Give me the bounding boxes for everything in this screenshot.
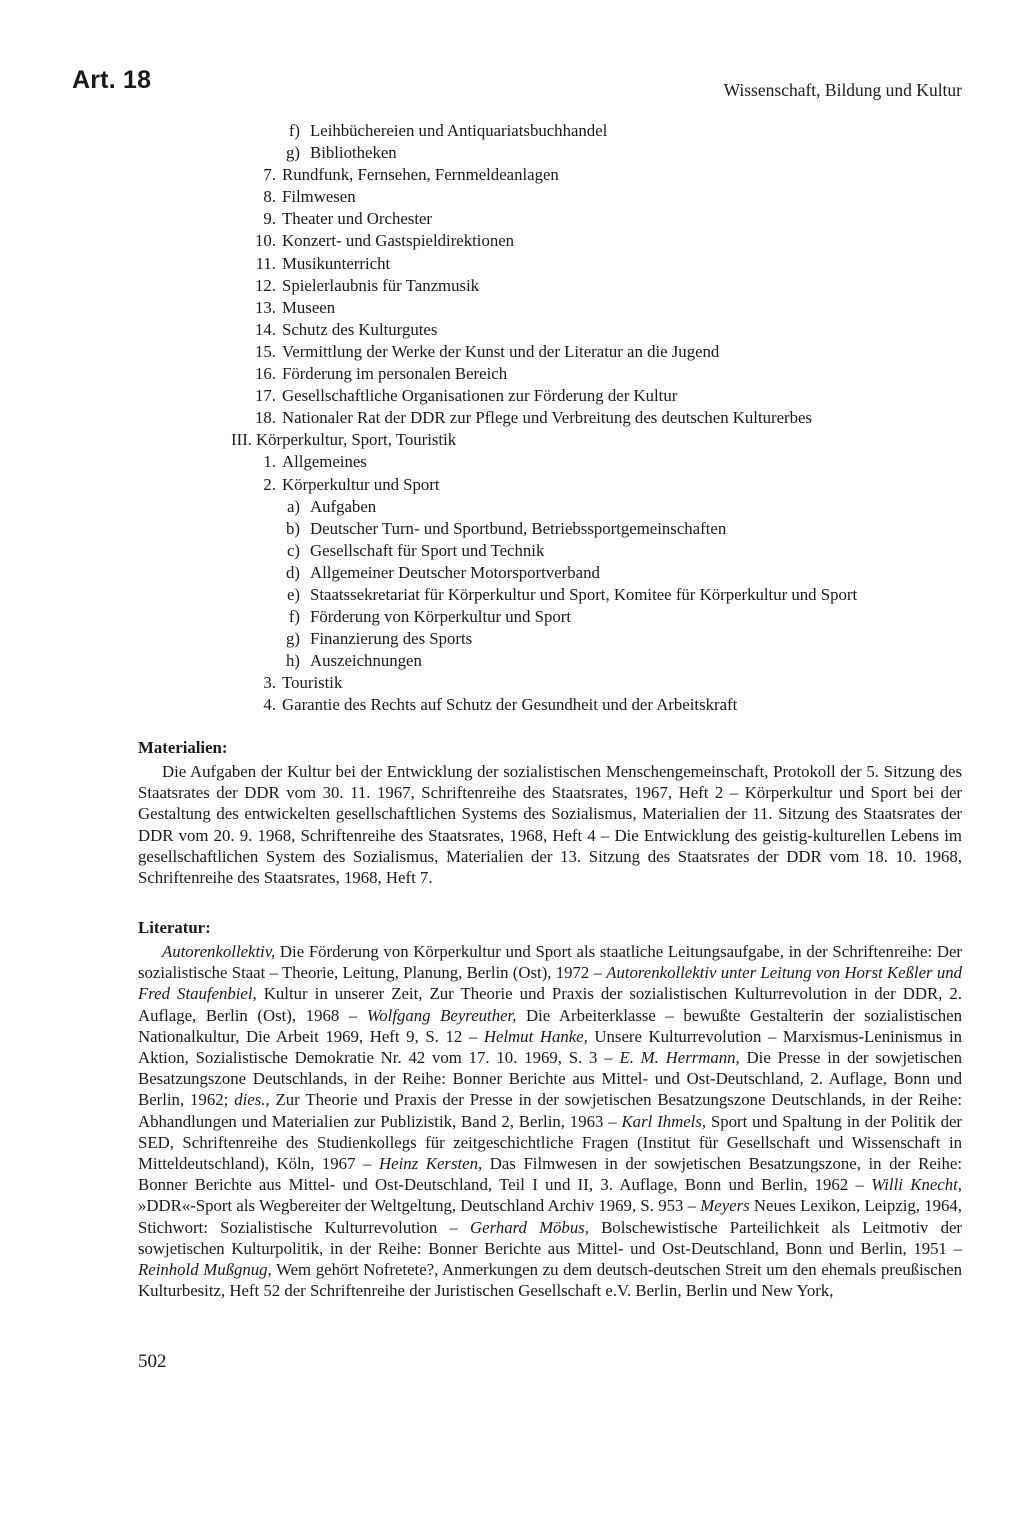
toc-text: Schutz des Kulturgutes	[282, 319, 438, 339]
toc-item	[0, 584, 1024, 606]
toc-marker: 3.	[263, 673, 276, 693]
toc-text: Allgemeines	[282, 452, 367, 472]
literatur-author: dies.,	[234, 1090, 270, 1110]
toc-item	[0, 496, 1024, 518]
toc-item	[0, 451, 1024, 473]
toc-item	[0, 429, 1024, 451]
toc-item	[0, 562, 1024, 584]
literatur-author: Heinz Kersten,	[379, 1154, 483, 1174]
literatur-author: Karl Ihmels,	[621, 1111, 707, 1131]
toc-item	[0, 164, 1024, 186]
toc-text: Finanzierung des Sports	[310, 629, 473, 649]
literatur-author: Helmut Hanke,	[483, 1026, 588, 1046]
toc-item	[0, 628, 1024, 650]
toc-marker: 12.	[255, 275, 276, 295]
toc-marker: 13.	[255, 297, 276, 317]
toc-item	[0, 672, 1024, 694]
toc-marker: 11.	[255, 253, 276, 273]
materialien-heading: Materialien:	[138, 738, 228, 757]
toc-text: Allgemeiner Deutscher Motorsportverband	[310, 562, 600, 582]
toc-marker: 10.	[255, 231, 276, 251]
toc-text: Auszeichnungen	[310, 651, 422, 671]
toc-item	[0, 385, 1024, 407]
toc-marker: 18.	[255, 408, 276, 428]
literatur-author: Wolfgang Beyreuther,	[366, 1005, 517, 1025]
toc-item	[0, 363, 1024, 385]
literatur-author: Autorenkollektiv unter Leitung von Horst Keßler und Fred Staufenbiel,	[138, 963, 962, 1004]
literatur-segment: Unsere Kulturrevolution – Marxismus-Leninismus in Aktion, Sozialistische Demokratie Nr. 42 vom 17. 10. 1969, S. 3 –	[138, 1026, 962, 1068]
toc-item	[0, 606, 1024, 628]
toc-text: Museen	[282, 297, 336, 317]
literatur-segment: »DDR«-Sport als Wegbereiter der Weltgeltung, Deutschland Archiv 1969, S. 953 –	[138, 1196, 701, 1216]
toc-item	[0, 186, 1024, 208]
literatur-segment: Das Filmwesen in der sowjetischen Besatzungszone, in der Reihe: Bonner Berichte aus Mittel- und Ost-Deutschland, Teil I und II, 3. Auflage, Bonn und Berlin, 1962 –	[138, 1154, 962, 1195]
toc-text: Spielerlaubnis für Tanzmusik	[282, 275, 480, 295]
toc-marker: 7.	[263, 165, 276, 185]
literatur-segment: Kultur in unserer Zeit, Zur Theorie und Praxis der sozialistischen Kulturrevolution in der DDR, 2. Auflage, Berlin (Ost), 1968 –	[138, 984, 962, 1025]
toc-item	[0, 650, 1024, 672]
toc-text: Nationaler Rat der DDR zur Pflege und Verbreitung des deutschen Kulturerbes	[282, 408, 813, 428]
toc-text: Förderung im personalen Bereich	[282, 364, 508, 384]
toc-marker: f)	[288, 607, 300, 627]
toc-marker: b)	[286, 518, 300, 538]
page-number: 502	[138, 1351, 167, 1372]
toc-text: Gesellschaftliche Organisationen zur Förderung der Kultur	[282, 386, 678, 406]
toc-item	[0, 275, 1024, 297]
toc-item	[0, 540, 1024, 562]
toc-marker: h)	[286, 651, 300, 671]
toc-marker: 14.	[255, 319, 276, 339]
literatur-author: Autorenkollektiv,	[162, 942, 276, 961]
toc-item	[0, 407, 1024, 429]
toc-item	[0, 142, 1024, 164]
literatur-author: E. M. Herrmann,	[619, 1048, 740, 1068]
toc-marker: a)	[286, 496, 300, 516]
literatur-author: Willi Knecht,	[871, 1175, 962, 1195]
toc-text: Touristik	[282, 673, 343, 693]
toc-marker: 4.	[263, 695, 276, 715]
toc-item	[0, 297, 1024, 319]
toc-text: Bibliotheken	[310, 143, 397, 163]
literatur-heading: Literatur:	[138, 918, 211, 937]
literatur-segment: Wem gehört Nofretete?, Anmerkungen zu dem deutsch-deutschen Streit um den ehemals preußischen Kulturbesitz, Heft 52 der Schriftenreihe der Juristischen Gesellschaft e.V. Berlin, Berlin und New York,	[138, 1260, 962, 1301]
toc-text: Rundfunk, Fernsehen, Fernmeldeanlagen	[282, 165, 559, 185]
toc-item	[0, 319, 1024, 341]
toc-text: Aufgaben	[310, 496, 377, 516]
toc-text: Filmwesen	[282, 187, 356, 207]
literatur-segment: Bolschewistische Parteilichkeit als Leitmotiv der sowjetischen Kulturpolitik, in der Reihe: Bonner Berichte aus Mittel- und Ost-Deutschland, Bonn und Berlin, 1951 –	[138, 1217, 962, 1258]
literatur-segment: Zur Theorie und Praxis der Presse in der sowjetischen Besatzungszone Deutschlands, in der Reihe: Abhandlungen und Materialien zur Publizistik, Band 2, Berlin, 1963 –	[138, 1090, 962, 1131]
literatur-segment: Sport und Spaltung in der Politik der SED, Schriftenreihe des Studienkollegs für zeitgeschichtliche Fragen (Institut für Gesellschaft und Wissenschaft in Mitteldeutschland), Köln, 1967 –	[138, 1111, 962, 1174]
toc-item	[0, 208, 1024, 230]
toc-item	[0, 253, 1024, 275]
toc-item	[0, 694, 1024, 716]
literatur-author: Reinhold Mußgnug,	[138, 1260, 272, 1280]
toc-item	[0, 518, 1024, 540]
toc-marker: d)	[286, 562, 300, 582]
article-number: Art. 18	[72, 66, 152, 94]
literatur-author: Meyers	[700, 1196, 750, 1216]
toc-text: Gesellschaft für Sport und Technik	[310, 540, 545, 560]
toc-marker: g)	[286, 629, 300, 649]
toc-marker: e)	[286, 584, 300, 604]
toc-marker: 16.	[255, 364, 276, 384]
toc-marker: 2.	[263, 474, 276, 494]
literatur-text	[138, 941, 962, 1301]
toc-text: Deutscher Turn- und Sportbund, Betriebssportgemeinschaften	[310, 518, 727, 538]
toc-item	[0, 120, 1024, 142]
toc-marker: 1.	[263, 452, 276, 472]
literatur-segment: Die Presse in der sowjetischen Besatzungszone Deutschlands, in der Reihe: Bonner Berichte aus Mittel- und Ost-Deutschland, 2. Auflage, Bonn und Berlin, 1962;	[138, 1048, 963, 1110]
toc-marker: f)	[288, 121, 300, 140]
literatur-segment: Neues Lexikon, Leipzig, 1964, Stichwort: Sozialistische Kulturrevolution –	[138, 1196, 962, 1237]
literatur-author: Gerhard Möbus,	[470, 1217, 589, 1237]
toc-item	[0, 341, 1024, 363]
toc-item	[0, 474, 1024, 496]
toc-text: Konzert- und Gastspieldirektionen	[282, 231, 515, 251]
toc-marker: c)	[286, 540, 300, 560]
toc-marker: g)	[286, 143, 300, 163]
toc-text: Musikunterricht	[282, 253, 391, 273]
toc-text: Körperkultur und Sport	[282, 474, 440, 494]
literatur-segment: Die Förderung von Körperkultur und Sport als staatliche Leitungsaufgabe, in der Schriftenreihe: Der sozialistische Staat – Theorie, Leitung, Planung, Berlin (Ost), 1972 –	[138, 942, 962, 983]
toc-text: Garantie des Rechts auf Schutz der Gesundheit und der Arbeitskraft	[282, 695, 738, 715]
toc-marker: III.	[231, 430, 252, 450]
toc-text: Körperkultur, Sport, Touristik	[256, 430, 457, 450]
toc-marker: 15.	[255, 341, 276, 361]
literatur-segment: Die Arbeiterklasse – bewußte Gestalterin der sozialistischen Nationalkultur, Die Arbeit 1969, Heft 9, S. 12 –	[138, 1005, 962, 1046]
toc-text: Theater und Orchester	[282, 209, 433, 229]
materialien-text: Die Aufgaben der Kultur bei der Entwicklung der sozialistischen Menschengemeinschaft, Protokoll der 5. Sitzung des Staatsrates der DDR vom 30. 11. 1967, Schriftenreihe des Staatsrates, 1967, Heft 2 – Körperkultur und Sport bei der Gestaltung des entwickelten gesellschaftlichen Systems des Sozialismus, Materialien der 11. Sitzung des Staatsrates der DDR vom 20. 9. 1968, Schriftenreihe des Staatsrates, 1968, Heft 4 – Die Entwicklung des geistig-kulturellen Lebens im gesellschaftlichen System des Sozialismus, Materialien der 13. Sitzung des Staatsrates der DDR vom 18. 10. 1968, Schriftenreihe des Staatsrates, 1968, Heft 7.	[138, 762, 962, 888]
toc-text: Förderung von Körperkultur und Sport	[310, 607, 572, 627]
toc-text: Staatssekretariat für Körperkultur und Sport, Komitee für Körperkultur und Sport	[310, 584, 858, 604]
toc-marker: 9.	[263, 209, 276, 229]
running-title: Wissenschaft, Bildung und Kultur	[723, 80, 962, 100]
toc-marker: 8.	[263, 187, 276, 207]
toc-text: Vermittlung der Werke der Kunst und der Literatur an die Jugend	[282, 341, 720, 361]
toc-item	[0, 230, 1024, 252]
table-of-contents	[0, 120, 1024, 717]
toc-text: Leihbüchereien und Antiquariatsbuchhandel	[310, 121, 608, 140]
toc-marker: 17.	[255, 386, 276, 406]
